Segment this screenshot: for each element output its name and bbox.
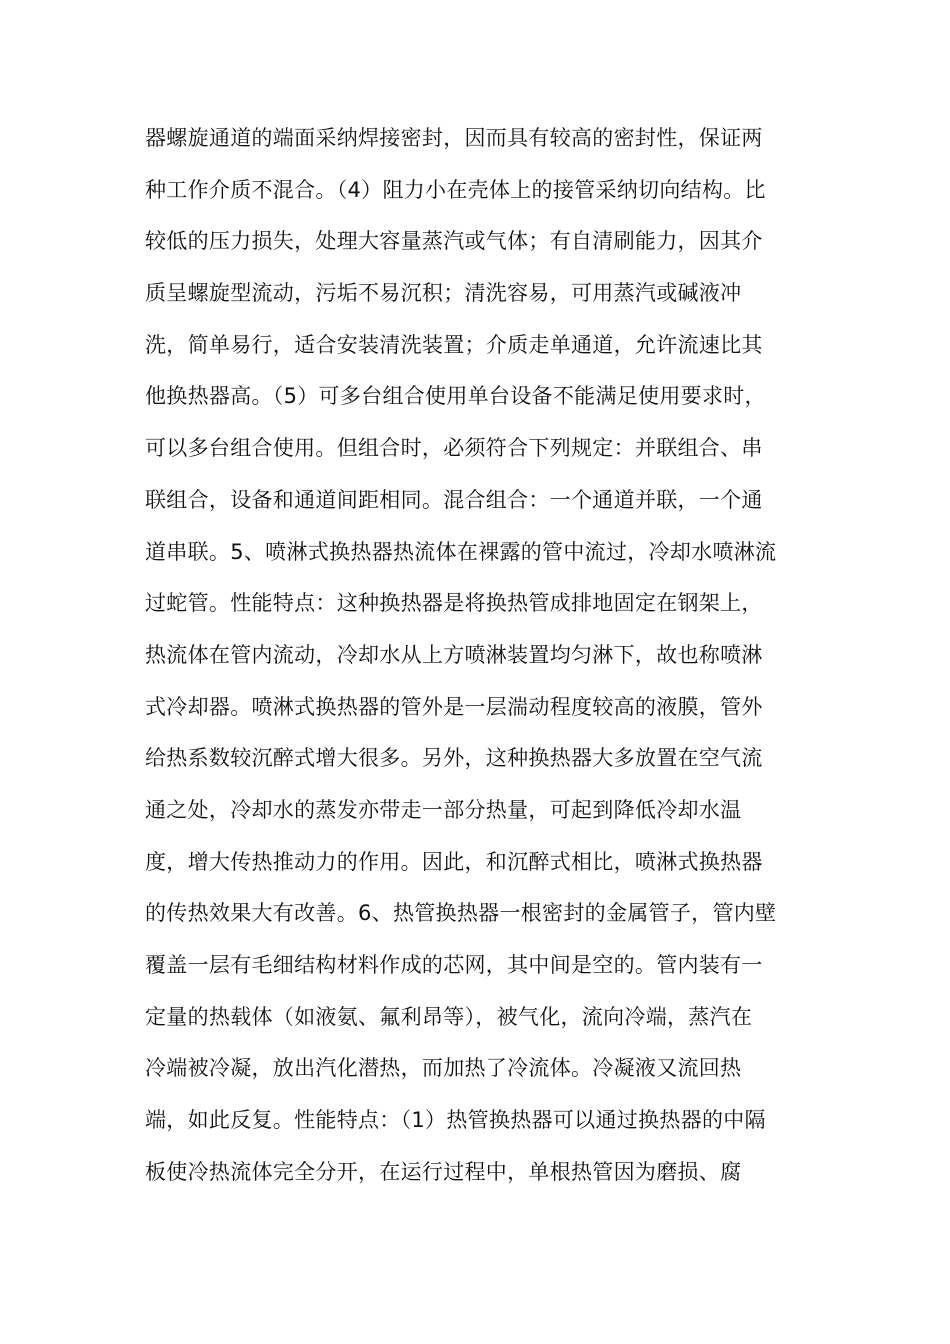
- text-line: 可以多台组合使用。但组合时，必须符合下列规定：并联组合、串: [145, 436, 763, 461]
- text-line: 联组合，设备和通道间距相同。混合组合：一个通道并联，一个通: [145, 487, 763, 512]
- body-text: [145, 118, 815, 1203]
- text-line: 给热系数较沉醉式增大很多。另外，这种换热器大多放置在空气流: [145, 746, 763, 771]
- text-line: 器螺旋通道的端面采纳焊接密封，因而具有较高的密封性，保证两: [145, 126, 763, 150]
- text-line: 洗，简单易行，适合安装清洗装置；介质走单通道，允许流速比其: [145, 332, 763, 357]
- text-line: 热流体在管内流动，冷却水从上方喷淋装置均匀淋下，故也称喷淋: [145, 642, 763, 667]
- text-line: 种工作介质不混合。（4）阻力小在壳体上的接管采纳切向结构。比: [145, 177, 766, 202]
- text-line: 度，增大传热推动力的作用。因此，和沉醉式相比，喷淋式换热器: [145, 849, 763, 874]
- text-line: 端，如此反复。性能特点：（1）热管换热器可以通过换热器的中隔: [145, 1108, 766, 1133]
- text-line: 较低的压力损失，处理大容量蒸汽或气体；有自清刷能力，因其介: [145, 229, 763, 254]
- text-line: 质呈螺旋型流动，污垢不易沉积；清洗容易，可用蒸汽或碱液冲: [145, 281, 742, 306]
- text-line: 覆盖一层有毛细结构材料作成的芯网，其中间是空的。管内装有一: [145, 953, 763, 977]
- text-line: 定量的热载体（如液氨、氟利昂等），被气化，流向冷端，蒸汽在: [145, 1004, 753, 1029]
- text-line: 道串联。5、喷淋式换热器热流体在裸露的管中流过，冷却水喷淋流: [145, 539, 777, 564]
- text-line: 他换热器高。（5）可多台组合使用单台设备不能满足使用要求时，: [145, 384, 766, 409]
- text-line: 板使冷热流体完全分开，在运行过程中，单根热管因为磨损、腐: [145, 1159, 742, 1184]
- text-line: 的传热效果大有改善。6、热管换热器一根密封的金属管子，管内壁: [145, 901, 777, 926]
- text-line: 冷端被冷凝，放出汽化潜热，而加热了冷流体。冷凝液又流回热: [145, 1056, 742, 1081]
- text-line: 式冷却器。喷淋式换热器的管外是一层湍动程度较高的液膜，管外: [145, 694, 763, 719]
- text-line: 过蛇管。性能特点：这种换热器是将换热管成排地固定在钢架上，: [145, 591, 763, 616]
- text-line: 通之处，冷却水的蒸发亦带走一部分热量，可起到降低冷却水温: [145, 797, 742, 822]
